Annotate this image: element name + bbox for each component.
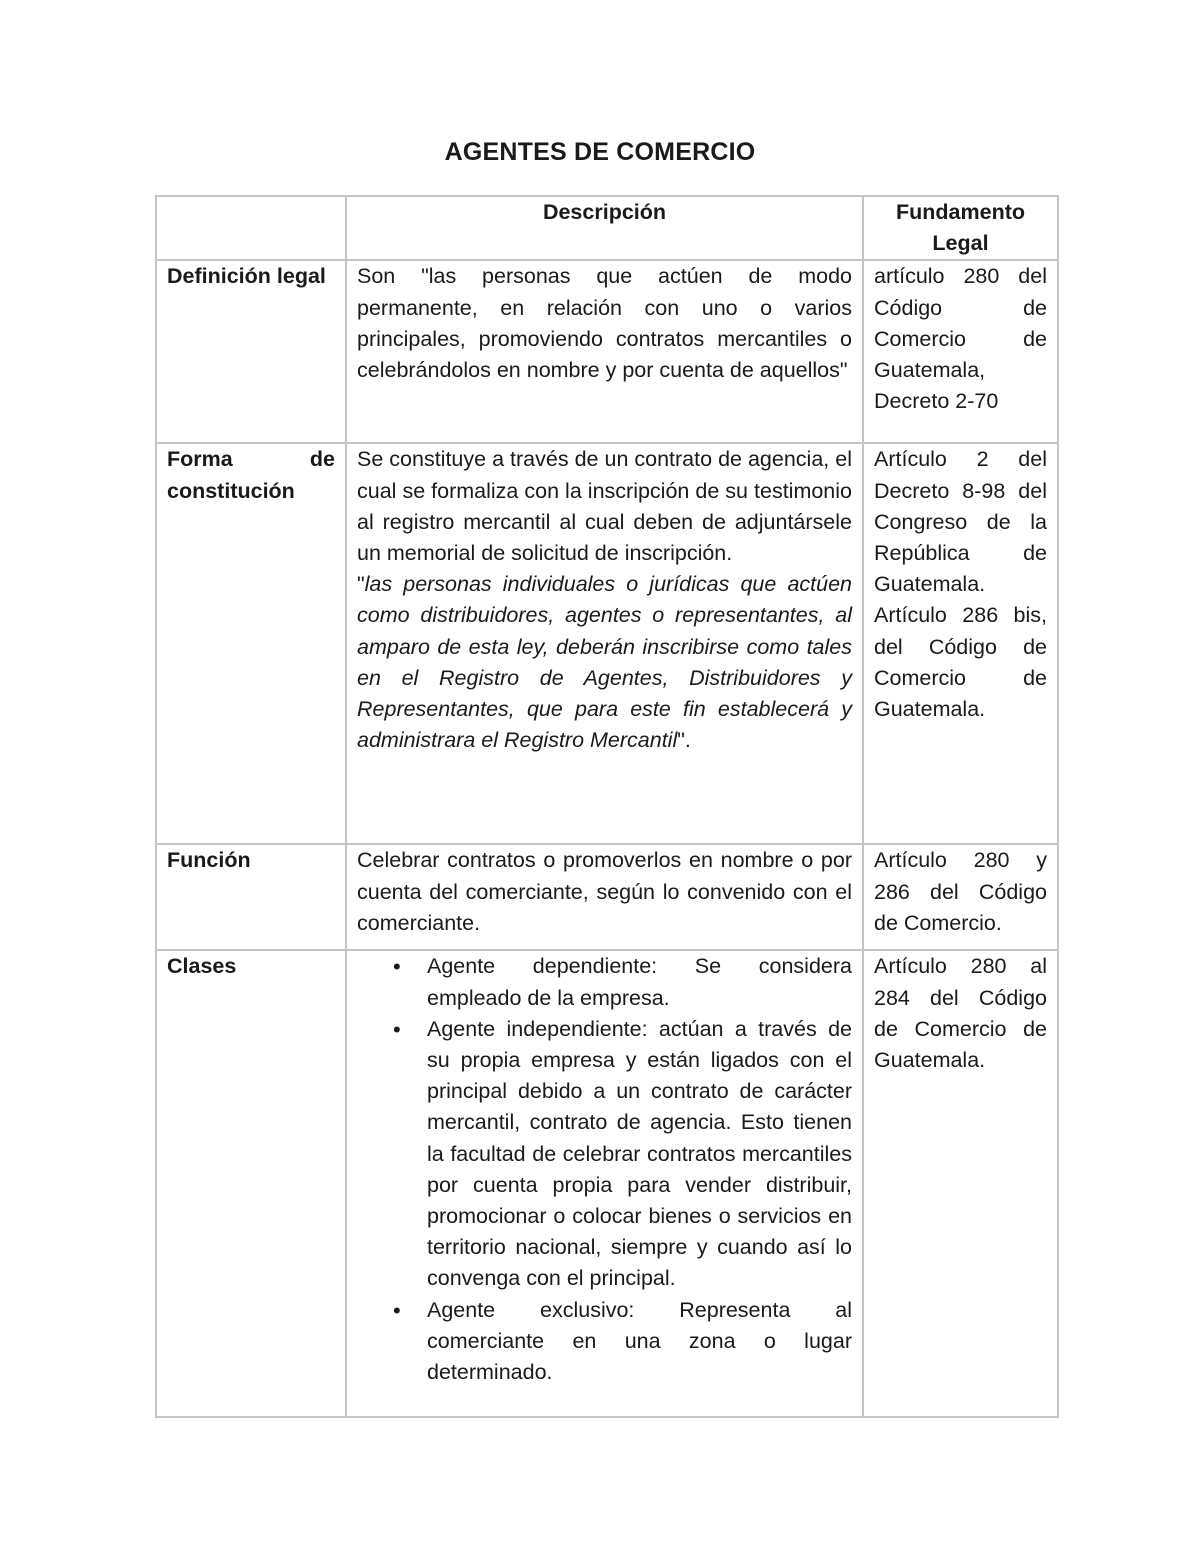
table-row-funcion <box>156 844 1058 950</box>
table-row-definicion <box>156 260 1058 443</box>
table-header-row <box>156 196 1058 260</box>
row-label-clases: Clases <box>156 950 346 1417</box>
description-forma-text: Se constituye a través de un contrato de agencia, el cual se formaliza con la inscripción de su testimonio al registro mercantil al cual deben de adjuntársele un memorial de solicitud de inscripción. <box>357 447 852 566</box>
description-definicion: Son "las personas que actúen de modo permanente, en relación con uno o varios principales, promoviendo contratos mercantiles o celebrándolos en nombre y por cuenta de aquellos" <box>346 260 863 443</box>
basis-forma: Artículo 2 del Decreto 8-98 del Congreso de la República de Guatemala. Artículo 286 bis, del Código de Comercio de Guatemala. <box>863 443 1058 844</box>
description-clases <box>346 950 863 1417</box>
row-label-forma <box>156 443 346 844</box>
description-funcion: Celebrar contratos o promoverlos en nombre o por cuenta del comerciante, según lo convenido con el comerciante. <box>346 844 863 950</box>
row-label-forma-line1: Forma de <box>167 447 335 472</box>
row-label-definicion: Definición legal <box>156 260 346 443</box>
list-item: • Agente independiente: actúan a través de su propia empresa y están ligados con el principal debido a un contrato de carácter mercantil, contrato de agencia. Esto tienen la facultad de celebrar contratos mercantiles por cuenta propia para vender distribuir, promocionar o colocar bienes o servicios en territorio nacional, siempre y cuando así lo convenga con el principal. <box>427 1014 852 1295</box>
list-item: • Agente exclusivo: Representa al comerciante en una zona o lugar determinado. <box>427 1295 852 1389</box>
table-row-clases <box>156 950 1058 1417</box>
basis-funcion: Artículo 280 y 286 del Código de Comercio. <box>863 844 1058 950</box>
basis-clases: Artículo 280 al 284 del Código de Comercio de Guatemala. <box>863 950 1058 1417</box>
row-label-funcion: Función <box>156 844 346 950</box>
agents-table <box>155 195 1059 1418</box>
description-forma <box>346 443 863 844</box>
quote-italic-text: las personas individuales o jurídicas que actúen como distribuidores, agentes o representantes, al amparo de esta ley, deberán inscribirse como tales en el Registro de Agentes, Distribuidores y Representantes, que para este fin establecerá y administrara el Registro Mercantil <box>357 572 852 753</box>
quote-open: " <box>357 572 365 597</box>
list-item: • Agente dependiente: Se considera empleado de la empresa. <box>427 951 852 1013</box>
row-label-forma-line2: constitución <box>167 478 295 503</box>
quote-close: ". <box>677 728 691 753</box>
table-row-forma <box>156 443 1058 844</box>
header-description: Descripción <box>346 196 863 260</box>
clases-bullet-list <box>357 951 852 1388</box>
header-empty-cell <box>156 196 346 260</box>
header-legal-basis: Fundamento Legal <box>863 196 1058 260</box>
basis-definicion: artículo 280 del Código de Comercio de Guatemala, Decreto 2-70 <box>863 260 1058 443</box>
page-title: AGENTES DE COMERCIO <box>444 138 756 166</box>
